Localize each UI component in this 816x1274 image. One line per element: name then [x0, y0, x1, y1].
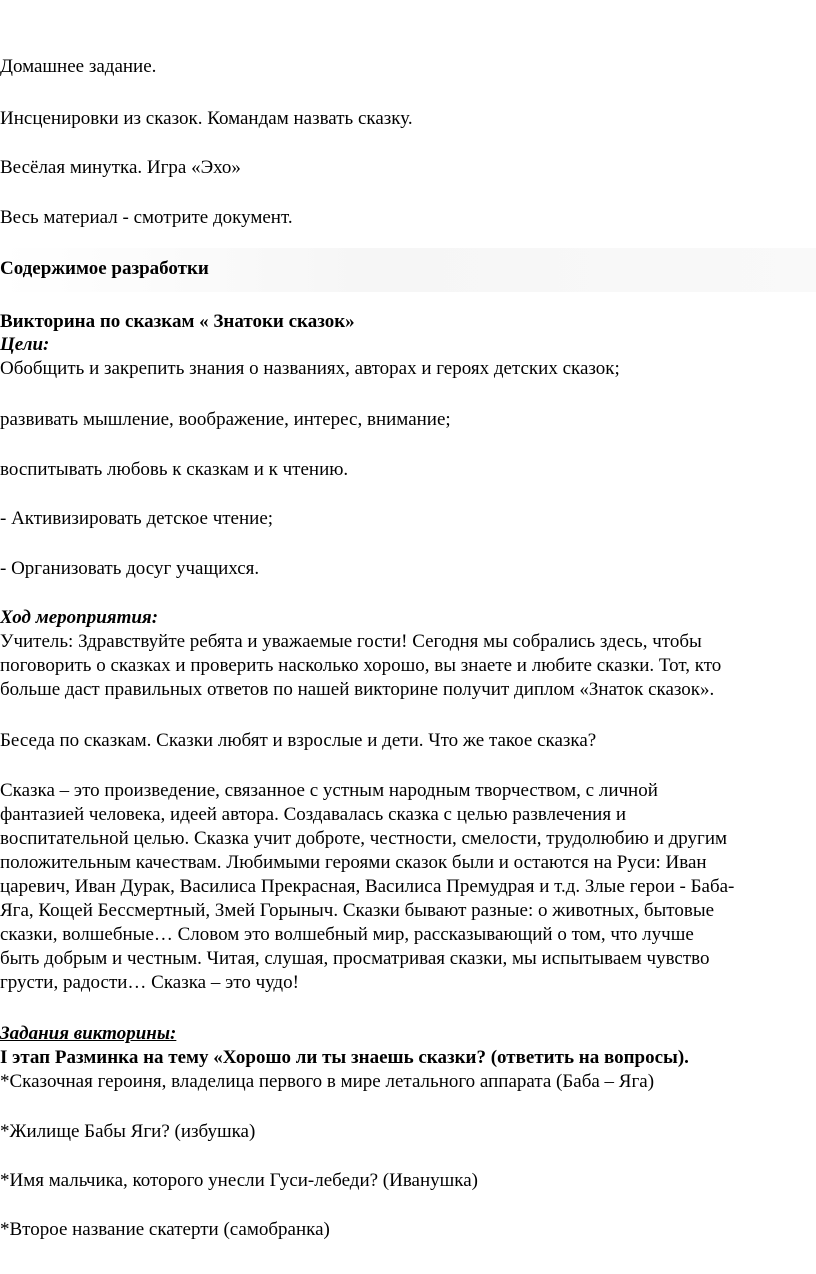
stage1-heading: I этап Разминка на тему «Хорошо ли ты знаешь сказки? (ответить на вопросы).	[0, 1047, 689, 1068]
paragraph-line: сказки, волшебные… Словом это волшебный мир, рассказывающий о том, что лучше	[0, 924, 694, 945]
course-label: Ход мероприятия:	[0, 607, 159, 628]
text-line-staging: Инсценировки из сказок. Командам назвать сказку.	[0, 108, 413, 129]
paragraph-line: Учитель: Здравствуйте ребята и уважаемые гости! Сегодня мы собрались здесь, чтобы	[0, 631, 702, 652]
text-line-game: Весёлая минутка. Игра «Эхо»	[0, 157, 241, 178]
paragraph-line: больше даст правильных ответов по нашей викторине получит диплом «Знаток сказок».	[0, 679, 715, 700]
tale-paragraph	[0, 779, 816, 995]
question-item: *Второе название скатерти (самобранка)	[0, 1219, 330, 1240]
text-line-material: Весь материал - смотрите документ.	[0, 207, 293, 228]
question-item: *Сказочная героиня, владелица первого в мире летального аппарата (Баба – Яга)	[0, 1071, 655, 1092]
paragraph-line: быть добрым и честным. Читая, слушая, просматривая сказки, мы испытываем чувство	[0, 948, 710, 969]
paragraph-line: фантазией человека, идеей автора. Создавалась сказка с целью развлечения и	[0, 804, 626, 825]
section-heading: Содержимое разработки	[0, 258, 209, 279]
goals-label: Цели:	[0, 334, 50, 355]
paragraph-line: царевич, Иван Дурак, Василиса Прекрасная, Василиса Премудрая и т.д. Злые герои - Баба-	[0, 876, 735, 897]
paragraph-line: Яга, Кощей Бессмертный, Змей Горыныч. Сказки бывают разные: о животных, бытовые	[0, 900, 715, 921]
goal-item: - Активизировать детское чтение;	[0, 508, 274, 529]
question-item: *Имя мальчика, которого унесли Гуси-лебеди? (Иванушка)	[0, 1170, 478, 1191]
goal-item: Обобщить и закрепить знания о названиях, авторах и героях детских сказок;	[0, 358, 620, 379]
text-line-homework: Домашнее задание.	[0, 56, 157, 77]
conversation-line: Беседа по сказкам. Сказки любят и взрослые и дети. Что же такое сказка?	[0, 730, 597, 751]
tasks-label: Задания викторины:	[0, 1023, 177, 1044]
goal-item: воспитывать любовь к сказкам и к чтению.	[0, 459, 349, 480]
goal-item: - Организовать досуг учащихся.	[0, 558, 260, 579]
paragraph-line: грусти, радости… Сказка – это чудо!	[0, 972, 299, 993]
paragraph-line: положительным качествам. Любимыми героями сказок были и остаются на Руси: Иван	[0, 852, 707, 873]
paragraph-line: воспитательной целью. Сказка учит доброте, честности, смелости, трудолюбию и другим	[0, 828, 728, 849]
goal-item: развивать мышление, воображение, интерес, внимание;	[0, 409, 451, 430]
question-item: *Жилище Бабы Яги? (избушка)	[0, 1121, 256, 1142]
teacher-paragraph	[0, 630, 816, 702]
paragraph-line: поговорить о сказках и проверить насколько хорошо, вы знаете и любите сказки. Тот, кто	[0, 655, 722, 676]
quiz-title: Викторина по сказкам « Знатоки сказок»	[0, 311, 355, 332]
paragraph-line: Сказка – это произведение, связанное с устным народным творчеством, с личной	[0, 780, 658, 801]
